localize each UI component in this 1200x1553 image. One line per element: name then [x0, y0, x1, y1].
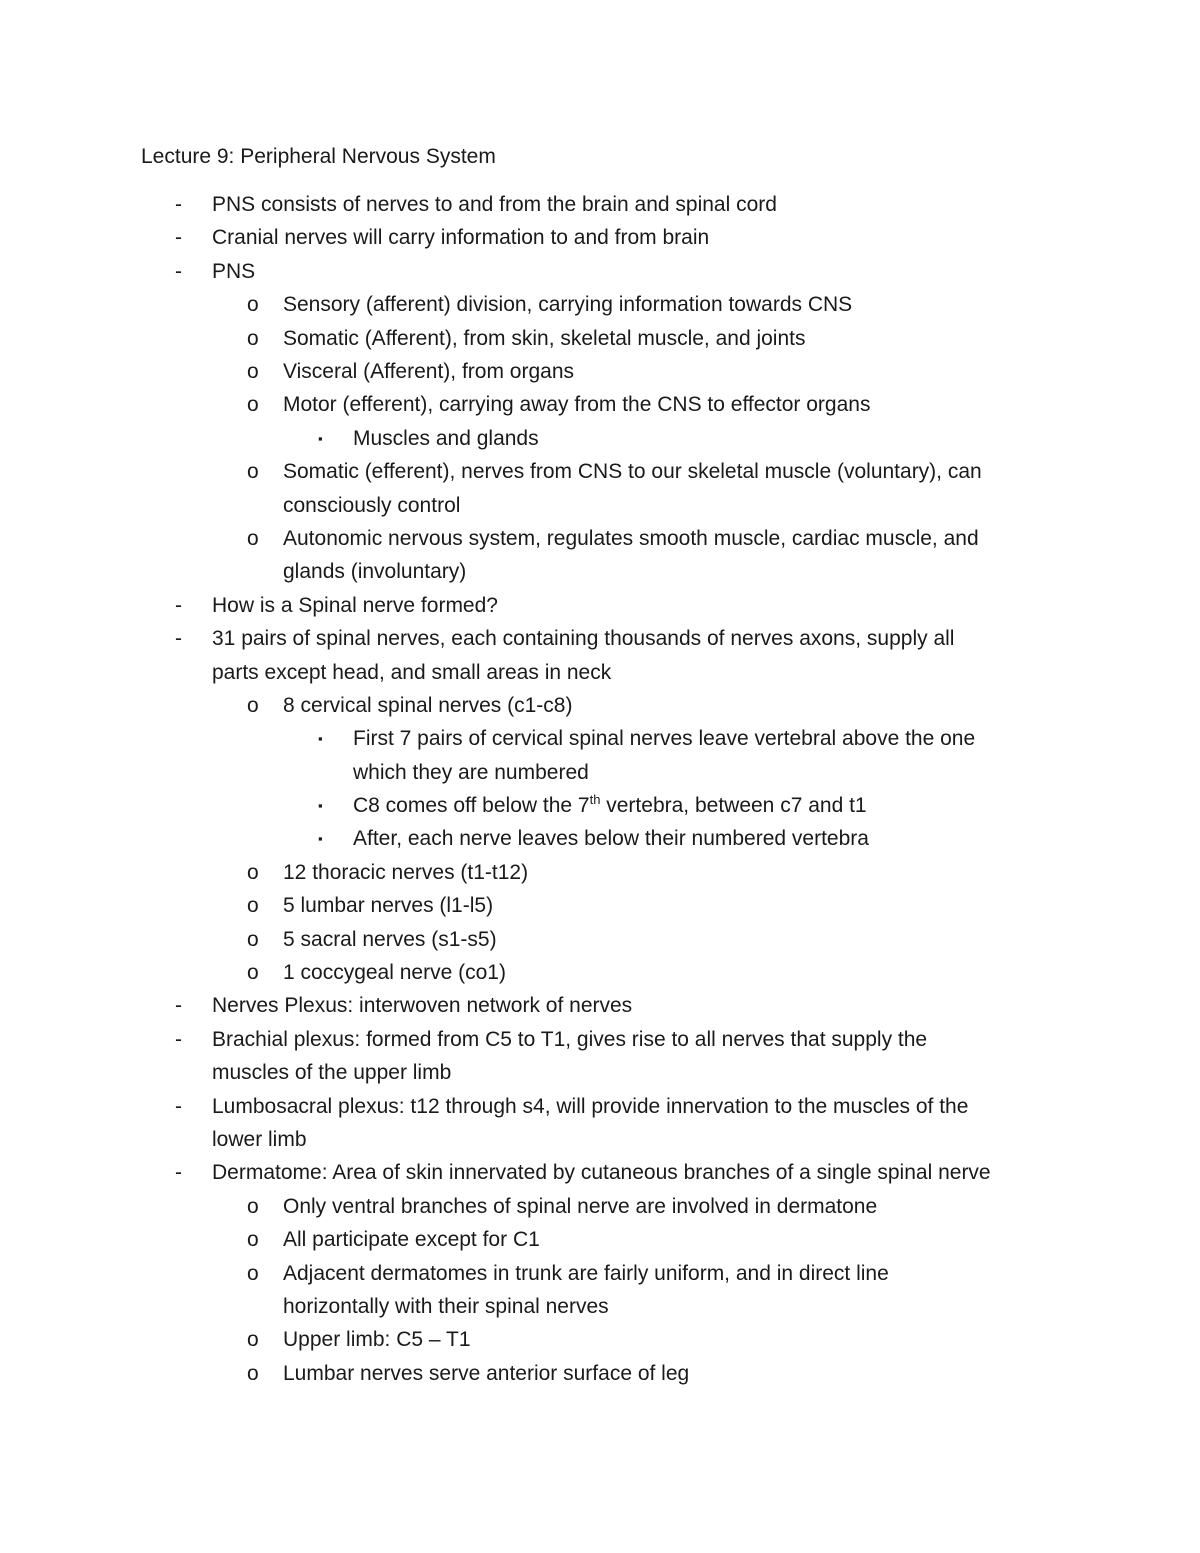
dash-bullet: - — [175, 627, 182, 651]
list-item — [0, 221, 1200, 254]
list-item — [0, 1156, 1200, 1189]
circle-bullet: o — [247, 1328, 259, 1352]
dash-bullet: - — [175, 1027, 182, 1051]
circle-bullet: o — [247, 393, 259, 417]
list-item — [0, 388, 1200, 421]
circle-bullet: o — [247, 1228, 259, 1252]
list-item-text: Upper limb: C5 – T1 — [283, 1328, 471, 1352]
list-item-text: Visceral (Afferent), from organs — [283, 359, 575, 383]
circle-bullet: o — [247, 1261, 259, 1285]
list-item-text: Autonomic nervous system, regulates smooth muscle, cardiac muscle, and glands (involuntary) — [283, 526, 979, 584]
list-item — [0, 622, 1200, 689]
list-item-text: Lumbosacral plexus: t12 through s4, will provide innervation to the muscles of the lower limb — [212, 1094, 969, 1152]
list-item-text: Motor (efferent), carrying away from the CNS to effector organs — [283, 393, 871, 417]
list-item — [0, 255, 1200, 288]
list-item — [0, 355, 1200, 388]
list-item-text: How is a Spinal nerve formed? — [212, 593, 498, 617]
list-item — [0, 322, 1200, 355]
list-item-text: First 7 pairs of cervical spinal nerves leave vertebral above the one which they are numbered — [353, 727, 976, 784]
circle-bullet: o — [247, 359, 259, 383]
list-item — [0, 1357, 1200, 1390]
list-item-text: All participate except for C1 — [283, 1228, 540, 1252]
circle-bullet: o — [247, 460, 259, 484]
dash-bullet: - — [175, 1161, 182, 1185]
dash-bullet: - — [175, 593, 182, 617]
list-item-text: Cranial nerves will carry information to and from brain — [212, 226, 710, 250]
list-item-text: PNS consists of nerves to and from the brain and spinal cord — [212, 193, 777, 216]
list-item-text: Nerves Plexus: interwoven network of nerves — [212, 994, 633, 1018]
list-item-text: Somatic (efferent), nerves from CNS to our skeletal muscle (voluntary), can consciously control — [283, 460, 982, 517]
dash-bullet: - — [175, 259, 182, 283]
list-item-text: Brachial plexus: formed from C5 to T1, gives rise to all nerves that supply the muscles of the upper limb — [212, 1027, 928, 1085]
circle-bullet: o — [247, 293, 259, 317]
list-item-text: PNS — [212, 259, 256, 283]
list-item — [0, 889, 1200, 922]
list-item-text: 5 sacral nerves (s1-s5) — [283, 927, 497, 951]
circle-bullet: o — [247, 526, 259, 550]
list-item-text: Only ventral branches of spinal nerve are involved in dermatone — [283, 1194, 878, 1218]
square-bullet: ▪ — [318, 831, 323, 847]
circle-bullet: o — [247, 1194, 259, 1218]
circle-bullet: o — [247, 961, 259, 985]
list-item-text: 12 thoracic nerves (t1-t12) — [283, 860, 529, 884]
list-item-text: After, each nerve leaves below their numbered vertebra — [353, 827, 869, 851]
page-title: Lecture 9: Peripheral Nervous System — [141, 145, 496, 168]
list-item-text: Lumbar nerves serve anterior surface of leg — [283, 1361, 690, 1385]
list-item-text: 31 pairs of spinal nerves, each containing thousands of nerves axons, supply all parts except head, and small areas in neck — [212, 627, 955, 684]
list-item-text: 8 cervical spinal nerves (c1-c8) — [283, 693, 573, 717]
circle-bullet: o — [247, 1361, 259, 1385]
circle-bullet: o — [247, 894, 259, 918]
list-item — [0, 1190, 1200, 1223]
list-item-text: Muscles and glands — [353, 426, 539, 450]
list-item — [0, 956, 1200, 989]
notes-list — [0, 188, 1200, 1390]
list-item — [0, 856, 1200, 889]
list-item-text: Dermatome: Area of skin innervated by cutaneous branches of a single spinal nerve — [212, 1161, 991, 1185]
list-item — [0, 989, 1200, 1022]
circle-bullet: o — [247, 860, 259, 884]
list-item-text: 1 coccygeal nerve (co1) — [283, 961, 506, 985]
list-item — [0, 1023, 1200, 1090]
list-item — [0, 288, 1200, 321]
circle-bullet: o — [247, 326, 259, 350]
square-bullet: ▪ — [318, 798, 323, 814]
list-item-text: Adjacent dermatomes in trunk are fairly uniform, and in direct line horizontally with their spinal nerves — [283, 1261, 889, 1318]
dash-bullet: - — [175, 226, 182, 250]
dash-bullet: - — [175, 1094, 182, 1118]
list-item-text: 5 lumbar nerves (l1-l5) — [283, 894, 494, 918]
list-item — [0, 789, 1200, 822]
list-item — [0, 455, 1200, 522]
list-item — [0, 1257, 1200, 1324]
list-item-text: Somatic (Afferent), from skin, skeletal muscle, and joints — [283, 326, 806, 350]
dash-bullet: - — [175, 994, 182, 1018]
square-bullet: ▪ — [318, 430, 323, 446]
circle-bullet: o — [247, 693, 259, 717]
list-item — [0, 722, 1200, 789]
list-item — [0, 1090, 1200, 1157]
list-item — [0, 1323, 1200, 1356]
dash-bullet: - — [175, 193, 182, 216]
list-item — [0, 422, 1200, 455]
square-bullet: ▪ — [318, 731, 323, 747]
list-item — [0, 522, 1200, 589]
list-item — [0, 689, 1200, 722]
list-item — [0, 188, 1200, 221]
list-item — [0, 1223, 1200, 1256]
list-item-text: C8 comes off below the 7th vertebra, between c7 and t1 — [353, 792, 867, 818]
list-item — [0, 822, 1200, 855]
list-item — [0, 589, 1200, 622]
list-item-text: Sensory (afferent) division, carrying information towards CNS — [283, 293, 853, 317]
list-item — [0, 923, 1200, 956]
circle-bullet: o — [247, 927, 259, 951]
